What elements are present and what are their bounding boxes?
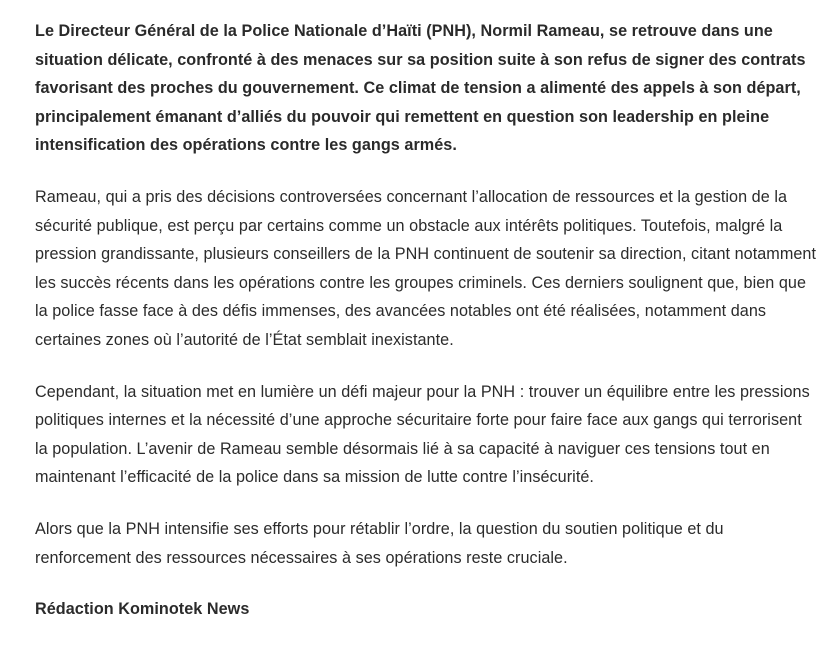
lead-paragraph: Le Directeur Général de la Police Nationale d’Haïti (PNH), Normil Rameau, se retrouve dans une situation délicate, confronté à des menaces sur sa position suite à son refus de signer des contrats favorisant des proches du gouvernement. Ce climat de tension a alimenté des appels à son départ, principalement émanant d’alliés du pouvoir qui remettent en question son leadership en pleine intensification des opérations contre les gangs armés. [35, 22, 806, 155]
body-paragraph-1: Rameau, qui a pris des décisions controversées concernant l’allocation de ressources et la gestion de la sécurité publique, est perçu par certains comme un obstacle aux intérêts politiques. Toutefois, malgré la pression grandissante, plusieurs conseillers de la PNH continuent de soutenir sa direction, citant notamment les succès récents dans les opérations contre les groupes criminels. Ces derniers soulignent que, bien que la police fasse face à des défis immenses, des avancées notables ont été réalisées, notamment dans certaines zones où l’autorité de l’État semblait inexistante. [35, 187, 817, 349]
author-signature: Rédaction Kominotek News [35, 600, 250, 619]
article-body [35, 17, 817, 647]
body-paragraph-2: Cependant, la situation met en lumière un défi majeur pour la PNH : trouver un équilibre entre les pressions politiques internes et la nécessité d’une approche sécuritaire forte pour faire face aux gangs qui terrorisent la population. L’avenir de Rameau semble désormais lié à sa capacité à naviguer ces tensions tout en maintenant l’efficacité de la police dans sa mission de lutte contre l’insécurité. [35, 382, 810, 487]
body-paragraph-3: Alors que la PNH intensifie ses efforts pour rétablir l’ordre, la question du soutien politique et du renforcement des ressources nécessaires à ses opérations reste cruciale. [35, 519, 724, 567]
